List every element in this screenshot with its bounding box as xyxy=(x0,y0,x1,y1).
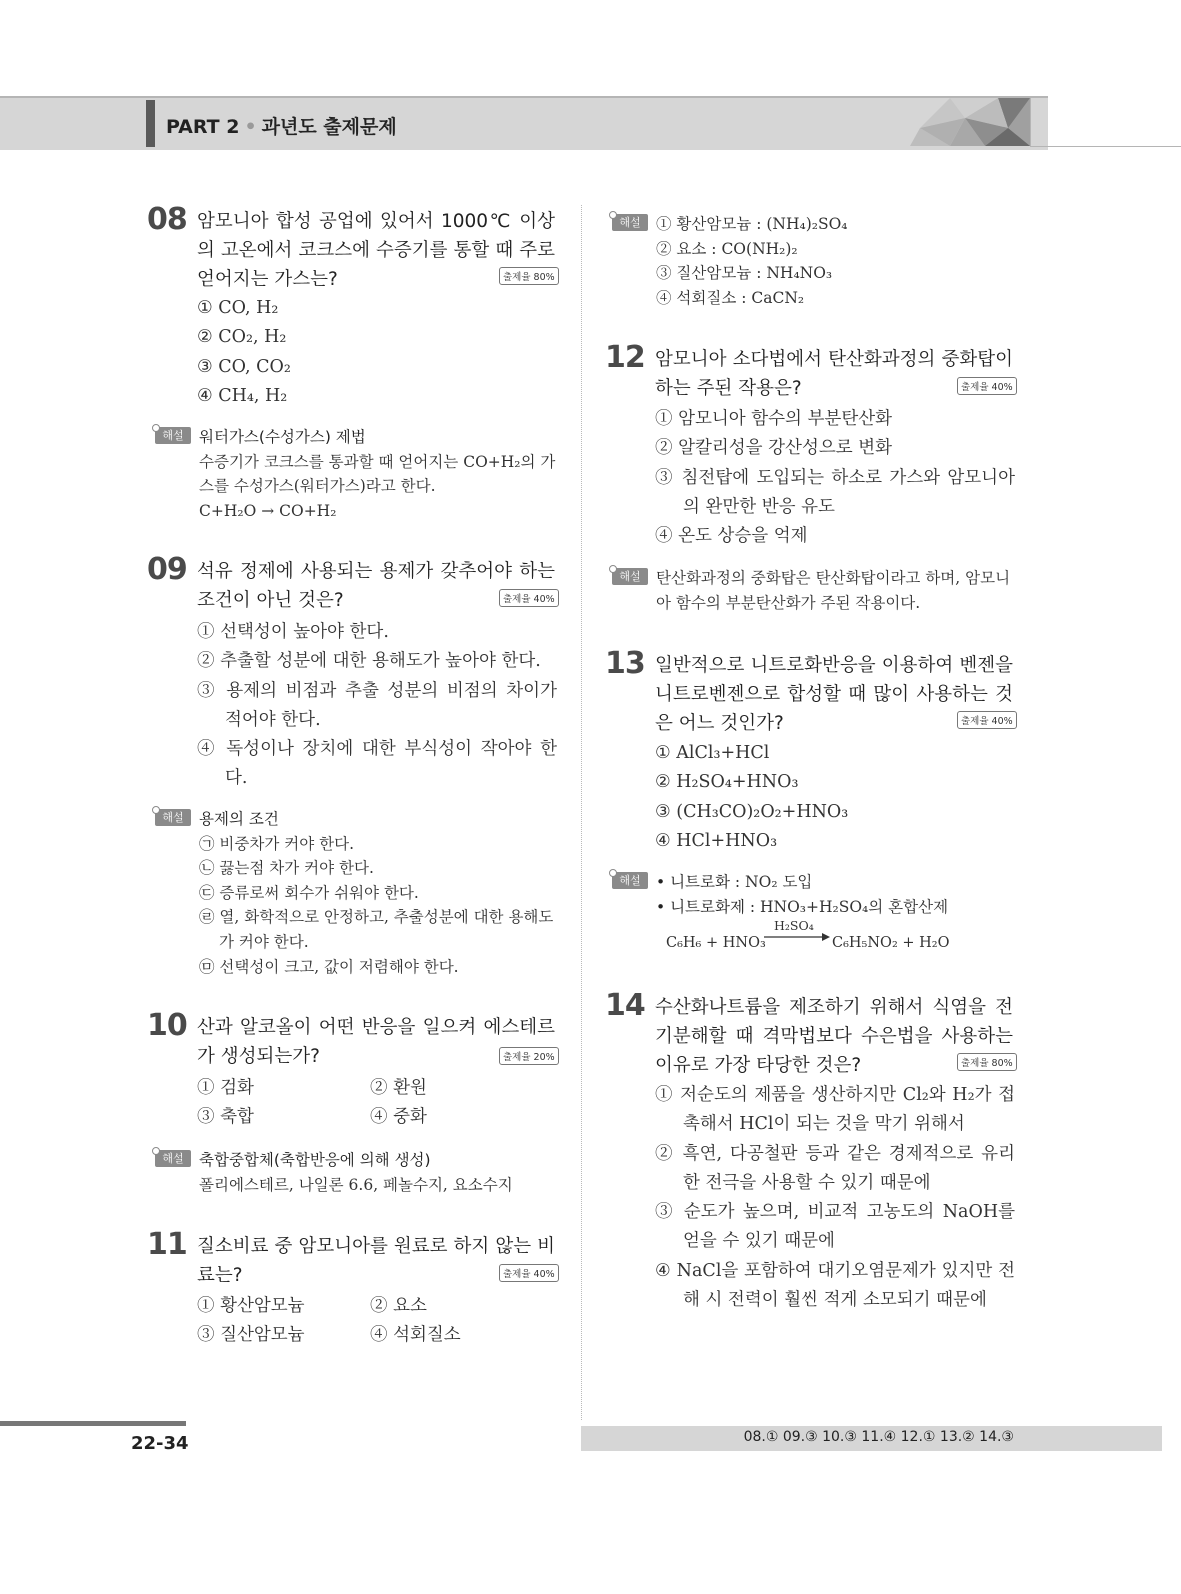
solution-bullet-2 xyxy=(656,895,1016,920)
solution-line: ㉢ 증류로써 회수가 쉬워야 한다. xyxy=(199,883,419,902)
option-2: ② H₂SO₄+HNO₃ xyxy=(655,772,799,793)
column-divider xyxy=(581,205,582,1420)
solution-line: C+H₂O → CO+H₂ xyxy=(199,501,337,520)
header-dot: • xyxy=(244,116,257,138)
equation-reactants: C₆H₆ + HNO₃ xyxy=(666,935,766,952)
question-number: 13 xyxy=(605,646,645,681)
solution-body xyxy=(656,212,1016,310)
option-3: ③ 용제의 비점과 추출 성분의 비점의 차이가 적어야 한다. xyxy=(197,680,557,730)
solution-heading: 축합중합체(축합반응에 의해 생성) xyxy=(199,1151,431,1169)
option-3: ③ CO, CO₂ xyxy=(197,356,291,377)
option-row xyxy=(197,1103,557,1132)
question-number: 11 xyxy=(147,1227,187,1262)
reaction-equation xyxy=(656,919,1016,955)
option-3: ③ 순도가 높으며, 비교적 고농도의 NaOH를 얻을 수 있기 때문에 xyxy=(655,1202,1015,1252)
bullet-text: : NO₂ 도입 xyxy=(729,873,813,891)
option-row xyxy=(197,1292,557,1321)
question-text: 석유 정제에 사용되는 용제가 갖추어야 하는 조건이 아닌 것은? xyxy=(197,561,555,611)
question-text: 산과 알코올이 어떤 반응을 일으켜 에스테르가 생성되는가? xyxy=(197,1017,555,1067)
footer-rule xyxy=(0,1421,186,1426)
solution-tag: 해설 xyxy=(155,1150,191,1167)
question-text: 일반적으로 니트로화반응을 이용하여 벤젠을 니트로벤젠으로 합성할 때 많이 사용하는 것은 어느 것인가? xyxy=(655,655,1013,734)
reaction-arrow-icon xyxy=(764,932,830,942)
solution-tag: 해설 xyxy=(612,872,648,889)
answer-key: 08.① 09.③ 10.③ 11.④ 12.① 13.② 14.③ xyxy=(743,1429,1014,1445)
option-1: ① 암모니아 함수의 부분탄산화 xyxy=(655,409,893,429)
solution-line: 수증기가 코크스를 통과할 때 얻어지는 CO+H₂의 가스를 수성가스(워터가스)라고 한다. xyxy=(199,452,556,496)
option-1: ① AlCl₃+HCl xyxy=(655,743,770,763)
header-edge xyxy=(1030,96,1031,147)
option-3: ③ (CH₃CO)₂O₂+HNO₃ xyxy=(655,801,849,822)
option-2: ② 흑연, 다공철판 등과 같은 경제적으로 유리한 전극을 사용할 수 있기 때문에 xyxy=(655,1143,1015,1193)
header-part: PART 2 xyxy=(166,116,240,138)
solution-body xyxy=(199,1148,559,1197)
options xyxy=(655,739,1015,856)
question-number: 08 xyxy=(147,202,187,237)
question-number: 14 xyxy=(605,988,645,1023)
option-1: ① 황산암모늄 xyxy=(197,1296,305,1316)
option-row xyxy=(197,1321,557,1350)
solution-bullet-1 xyxy=(656,870,1016,895)
solution-line: 폴리에스테르, 나일론 6.6, 페놀수지, 요소수지 xyxy=(199,1175,513,1194)
header-triangle-pattern xyxy=(880,98,1030,146)
option-2: ② CO₂, H₂ xyxy=(197,327,287,348)
header-title xyxy=(166,112,397,139)
page-number: 22-34 xyxy=(131,1433,189,1454)
rate-badge: 출제율 40% xyxy=(957,377,1017,395)
solution-body xyxy=(199,807,559,979)
header-accent-bar xyxy=(146,100,155,147)
solution-tag: 해설 xyxy=(155,809,191,826)
solution-line: ㉡ 끓는점 차가 커야 한다. xyxy=(199,859,374,878)
option-1: ① 저순도의 제품을 생산하지만 Cl₂와 H₂가 접촉해서 HCl이 되는 것을 막기 위해서 xyxy=(655,1085,1015,1135)
option-2: ② 요소 xyxy=(370,1296,427,1316)
options xyxy=(655,405,1015,551)
options xyxy=(197,294,557,411)
option-1: ① 선택성이 높아야 한다. xyxy=(197,622,389,642)
option-4: ④ 석회질소 xyxy=(370,1325,461,1346)
solution-heading: 용제의 조건 xyxy=(199,810,279,828)
rate-badge: 출제율 80% xyxy=(957,1053,1017,1071)
rate-badge: 출제율 40% xyxy=(499,1264,559,1282)
solution-line: ④ 석회질소 : CaCN₂ xyxy=(656,288,805,307)
option-2: ② 추출할 성분에 대한 용해도가 높아야 한다. xyxy=(197,651,541,672)
bullet-label: • 니트로화 xyxy=(656,873,730,891)
option-4: ④ HCl+HNO₃ xyxy=(655,830,778,851)
option-3: ③ 축합 xyxy=(197,1107,254,1128)
option-4: ④ 독성이나 장치에 대한 부식성이 작아야 한다. xyxy=(197,739,557,789)
header-section-title: 과년도 출제문제 xyxy=(261,116,397,138)
question-text: 수산화나트륨을 제조하기 위해서 식염을 전기분해할 때 격막법보다 수은법을 사용하는 이유로 가장 타당한 것은? xyxy=(655,997,1013,1076)
answer-key-bar xyxy=(581,1426,1162,1451)
solution-tag: 해설 xyxy=(612,568,648,585)
solution-line: ② 요소 : CO(NH₂)₂ xyxy=(656,239,798,258)
options xyxy=(197,1292,557,1351)
rate-badge: 출제율 40% xyxy=(499,589,559,607)
solution-heading: 워터가스(수성가스) 제법 xyxy=(199,428,366,446)
options xyxy=(197,1074,557,1133)
option-3: ③ 침전탑에 도입되는 하소로 가스와 암모니아의 완만한 반응 유도 xyxy=(655,467,1015,517)
solution-line: ㉠ 비중차가 커야 한다. xyxy=(199,834,354,853)
options xyxy=(655,1081,1015,1315)
bullet-text: : HNO₃+H₂SO₄의 혼합산제 xyxy=(744,897,949,916)
question-number: 10 xyxy=(147,1008,187,1043)
option-4: ④ 중화 xyxy=(370,1107,427,1128)
question-text: 암모니아 소다법에서 탄산화과정의 중화탑이 하는 주된 작용은? xyxy=(655,349,1013,399)
question-number: 12 xyxy=(605,340,645,375)
solution-line: 탄산화과정의 중화탑은 탄산화탑이라고 하며, 암모니아 함수의 부분탄산화가 주된 작용이다. xyxy=(656,569,1011,612)
solution-body xyxy=(656,870,1016,955)
solution-line: ㉣ 열, 화학적으로 안정하고, 추출성분에 대한 용해도가 커야 한다. xyxy=(199,908,554,951)
option-4: ④ CH₄, H₂ xyxy=(197,385,288,406)
solution-tag: 해설 xyxy=(155,427,191,444)
equation-products: C₆H₅NO₂ + H₂O xyxy=(832,935,950,952)
options xyxy=(197,618,557,794)
equation-catalyst: H₂SO₄ xyxy=(774,918,814,934)
header-rule xyxy=(1030,146,1181,147)
question-text: 암모니아 합성 공업에 있어서 1000℃ 이상의 고온에서 코크스에 수증기를 통할 때 주로 얻어지는 가스는? xyxy=(197,211,555,290)
rate-badge: 출제율 20% xyxy=(499,1047,559,1065)
bullet-label: • 니트로화제 xyxy=(656,897,745,916)
option-3: ③ 질산암모늄 xyxy=(197,1325,305,1346)
solution-tag: 해설 xyxy=(612,214,648,231)
option-2: ② 환원 xyxy=(370,1078,427,1098)
option-1: ① CO, H₂ xyxy=(197,298,279,318)
question-text: 질소비료 중 암모니아를 원료로 하지 않는 비료는? xyxy=(197,1236,555,1286)
option-1: ① 검화 xyxy=(197,1078,254,1098)
solution-body xyxy=(199,425,559,523)
rate-badge: 출제율 40% xyxy=(957,711,1017,729)
question-number: 09 xyxy=(147,552,187,587)
solution-line: ① 황산암모늄 : (NH₄)₂SO₄ xyxy=(656,215,848,233)
rate-badge: 출제율 80% xyxy=(499,267,559,285)
solution-line: ③ 질산암모늄 : NH₄NO₃ xyxy=(656,264,833,283)
option-row xyxy=(197,1074,557,1103)
option-2: ② 알칼리성을 강산성으로 변화 xyxy=(655,438,893,459)
option-4: ④ 온도 상승을 억제 xyxy=(655,526,808,547)
solution-line: ㉤ 선택성이 크고, 값이 저렴해야 한다. xyxy=(199,957,459,976)
option-4: ④ NaCl을 포함하여 대기오염문제가 있지만 전해 시 전력이 훨씬 적게 소모되기 때문에 xyxy=(655,1260,1015,1311)
solution-body xyxy=(656,566,1016,615)
